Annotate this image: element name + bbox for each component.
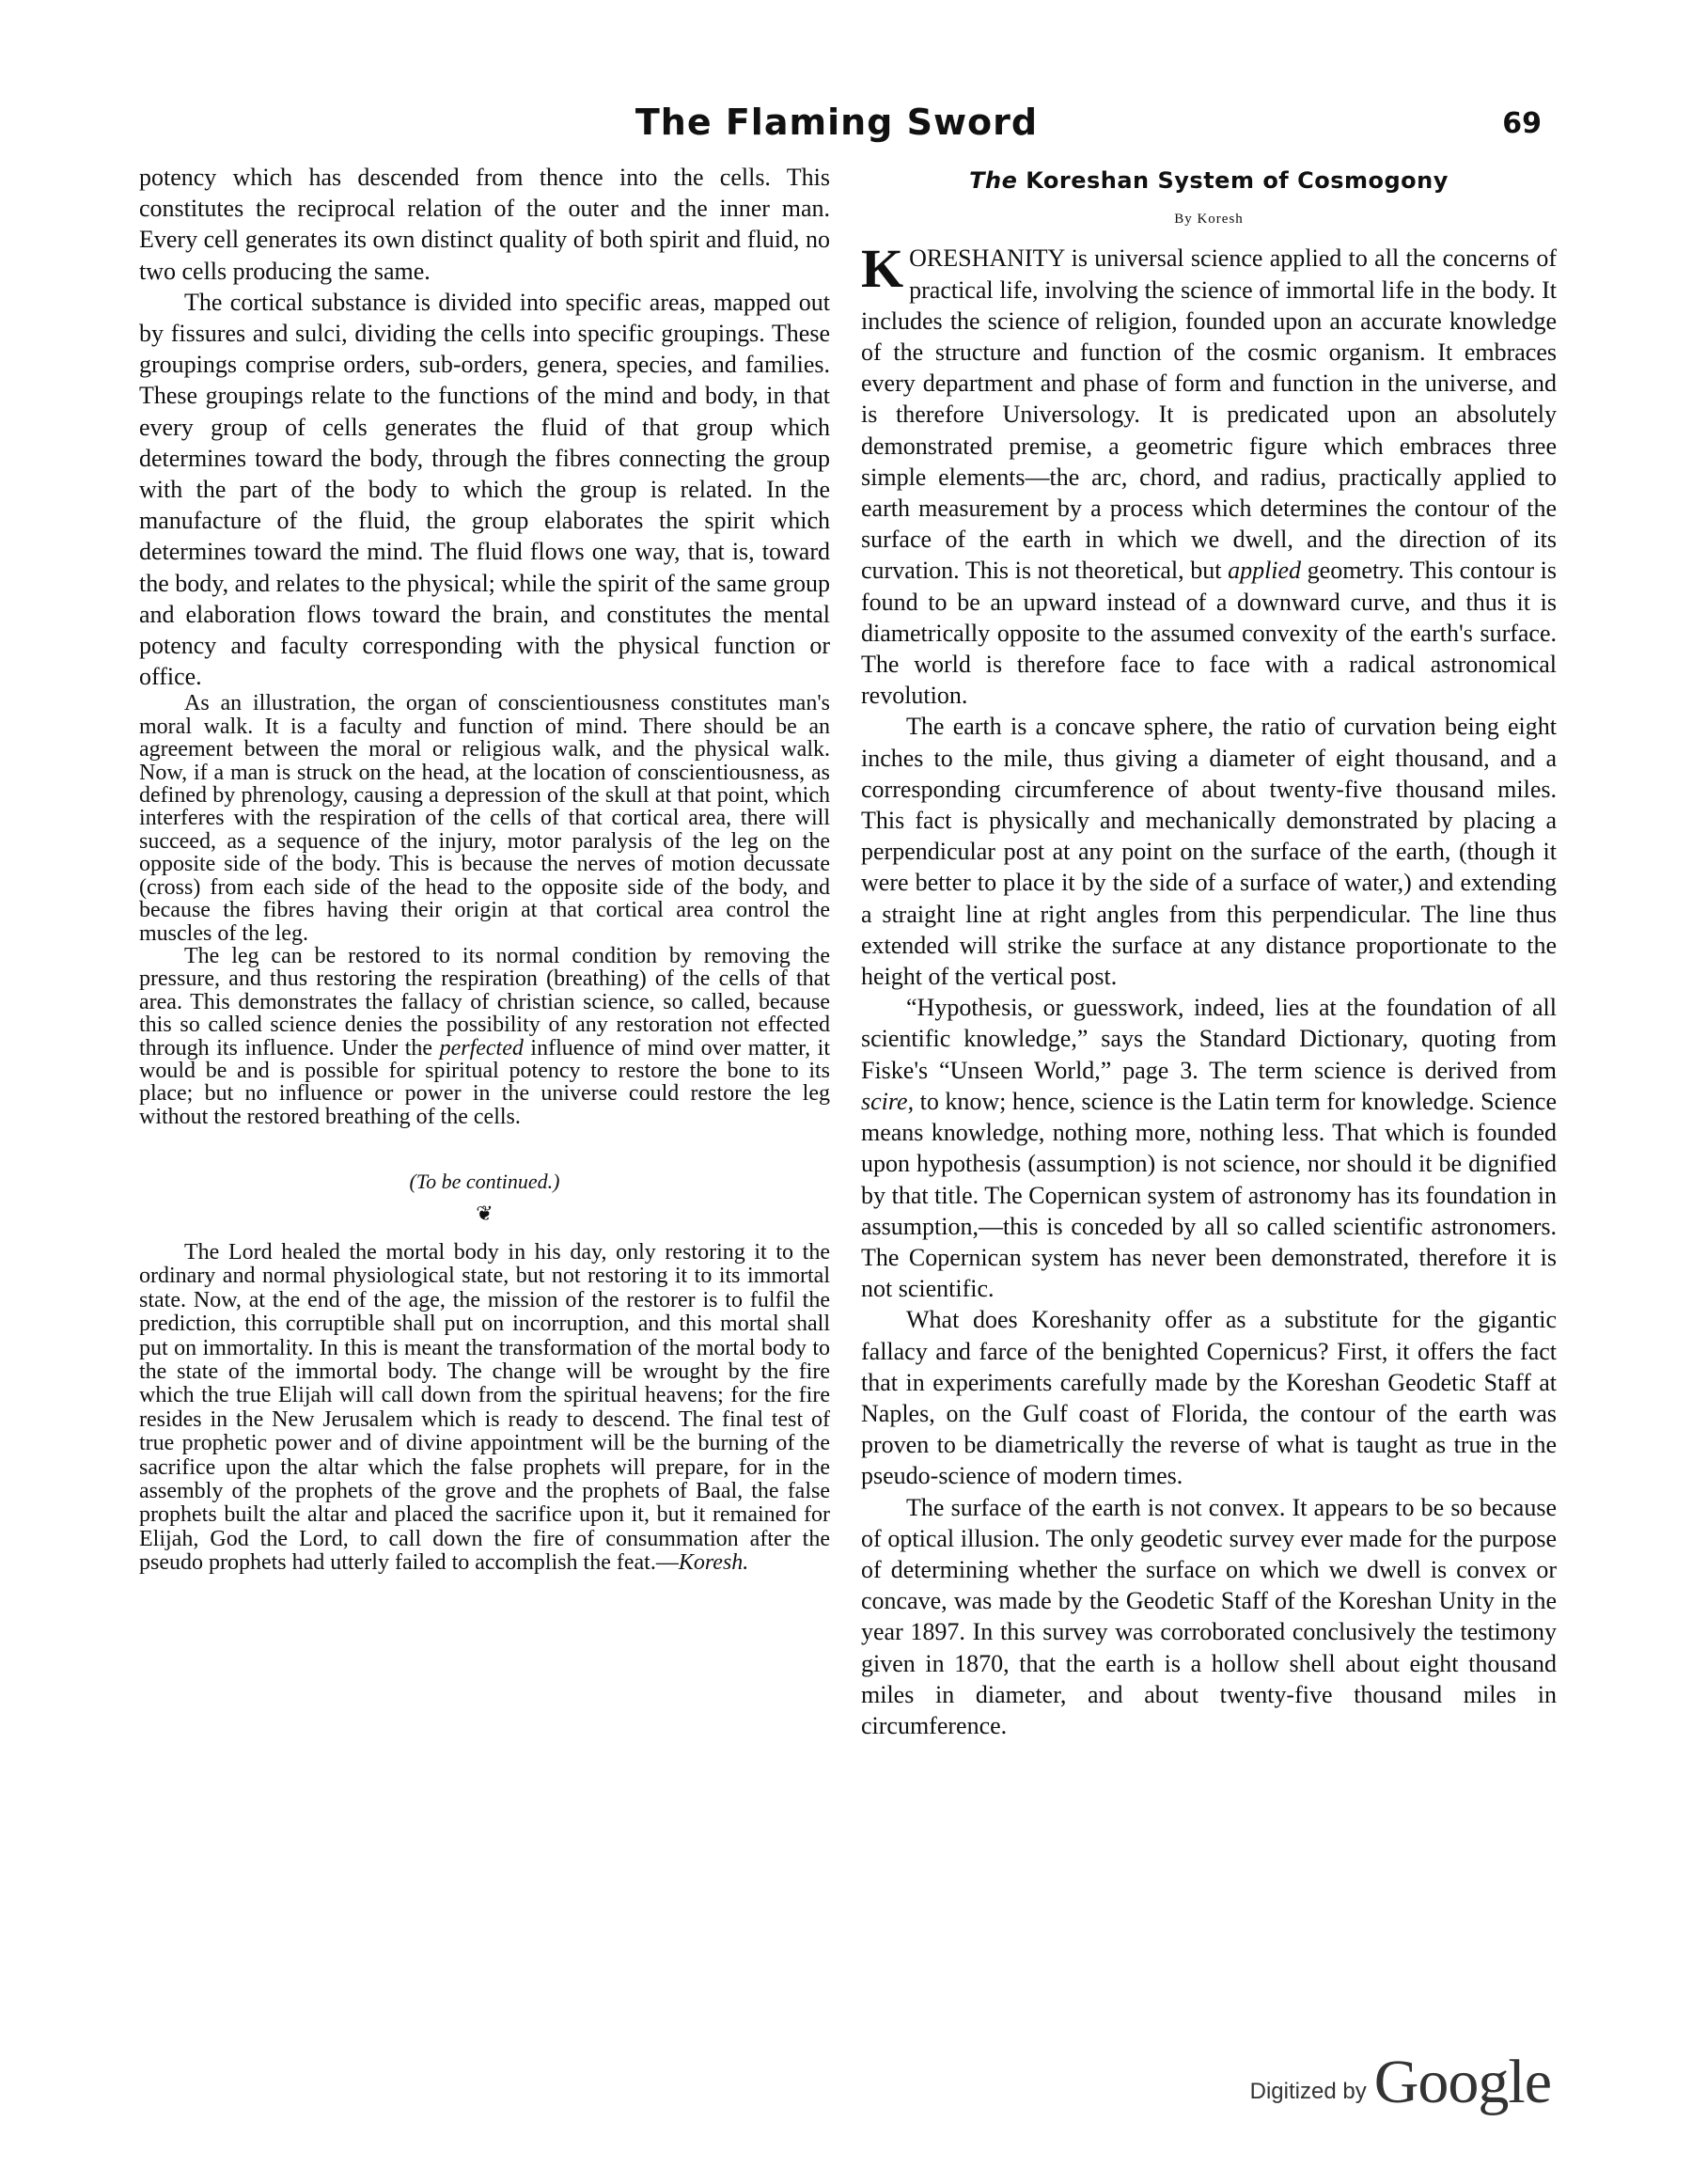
text-run: “Hypothesis, or guesswork, indeed, lies at the foundation of all scientific knowledge,” says the Standard Dictionary, quoting from Fiske's “Unseen World,” page 3. The term science is derived from	[861, 994, 1557, 1084]
byline: By Koresh	[1174, 212, 1244, 228]
watermark-text: Digitized by	[1249, 2079, 1367, 2104]
running-head	[132, 102, 1542, 145]
paragraph: potency which has descended from thence into the cells. This constitutes the reciprocal relation of the outer and the inner man. Every cell generates its own distinct quality of both spirit and fluid, no two cells producing the same.	[139, 164, 830, 285]
page-number: 69	[1502, 107, 1542, 140]
paragraph	[139, 1241, 830, 1576]
drop-cap: K	[861, 238, 904, 300]
text-run: to know; hence, science is the Latin term for knowledge. Science means knowledge, nothing more, nothing less. That which is founded upon hypothesis (assumption) is not science, nor should it be dignified by that title. The Copernican system of astronomy has its foundation in assumption,—this is conceded by all so called scientific astronomers. The Copernican system has never been demonstrated, therefore it is not scientific.	[861, 1087, 1557, 1303]
title-article-word: The	[969, 167, 1018, 194]
article-title	[861, 165, 1557, 196]
text-run: influence of mind over matter, it would be and is possible for spiritual potency to restore the bone to its place; but no influence or power in the universe could restore the leg without the restored breathing of the cells.	[139, 1035, 830, 1129]
paragraph: The surface of the earth is not convex. It appears to be so because of optical illusion. The only geodetic survey ever made for the purpose of determining whether the surface on which we dwell is convex or concave, was made by the Geodetic Staff of the Koreshan Unity in the year 1897. In this survey was corroborated conclusively the testimony given in 1870, that the earth is a hollow shell about eight thousand miles in diameter, and about twenty-five thousand miles in circumference.	[861, 1493, 1557, 1739]
text-run: The leg can be restored to its normal condition by removing the pressure, and thus restoring the respiration (breathing) of the cells of that area. This demonstrates the fallacy of christian science, so called, because this so called science denies the possibility of any restoration not effected through its influence. Under the	[139, 943, 830, 1061]
paragraph: As an illustration, the organ of conscientiousness constitutes man's moral walk. It is a faculty and function of mind. There should be an agreement between the moral or religious walk, and the physical walk. Now, if a man is struck on the head, at the location of conscientiousness, as defined by phrenology, causing a depression of the skull at that point, which interferes with the respiration of the cells of that cortical area, there will succeed, as a sequence of the injury, motor paralysis of the leg on the opposite side of the body. This is because the nerves of motion decussate (cross) from each side of the head to the opposite side of the body, and because the fibres having their origin at that cortical area control the muscles of the leg.	[139, 691, 830, 946]
paragraph	[861, 992, 1557, 1304]
fleuron-ornament: ❦	[476, 1202, 494, 1225]
journal-title: The Flaming Sword	[634, 102, 1039, 143]
paragraph	[139, 945, 830, 1128]
digitized-watermark	[1249, 2045, 1551, 2116]
left-column	[139, 162, 830, 1576]
google-logo: Google	[1373, 2048, 1551, 2116]
emphasis: scire,	[861, 1087, 915, 1115]
text-run: ORESHANITY is universal science applied to all the concerns of practical life, involving the science of immortal life in the body. It includes the science of religion, founded upon an accurate knowledge of the structure and function of the cosmic organism. It embraces every department and phase of form and function in the universe, and is therefore Universology. It is predicated upon an absolutely demonstrated premise, a geometric figure which embraces three simple elements—the arc, chord, and radius, practically applied to earth measurement by a process which determines the contour of the surface of the earth in which we dwell, and the direction of its curvation. This is not theoretical, but	[861, 244, 1557, 585]
paragraph	[861, 238, 1557, 711]
paragraph: The earth is a concave sphere, the ratio of curvation being eight inches to the mile, thus giving a diameter of eight thousand, and a corresponding circumference of about twenty-five thousand miles. This fact is physically and mechanically demonstrated by placing a perpendicular post at any point on the surface of the earth, (though it were better to place it by the side of a surface of water,) and extending a straight line at right angles from this perpendicular. The line thus extended will strike the surface at any distance proportionate to the height of the vertical post.	[861, 713, 1557, 991]
left-section-upper	[139, 162, 830, 1158]
title-main: Koreshan System of Cosmogony	[1026, 167, 1449, 194]
to-be-continued: (To be continued.)	[409, 1170, 560, 1193]
paragraph: What does Koreshanity offer as a substitute for the gigantic fallacy and farce of the benighted Copernicus? First, it offers the fact that in experiments carefully made by the Koreshan Geodetic Staff at Naples, on the Gulf coast of Florida, the contour of the earth was proven to be diametrically the reverse of what is taught as true in the pseudo-science of modern times.	[861, 1306, 1557, 1490]
paragraph: The cortical substance is divided into specific areas, mapped out by fissures and sulci, dividing the cells into specific groupings. These groupings comprise orders, sub-orders, genera, species, and families. These groupings relate to the functions of the mind and body, in that every group of cells generates the fluid of that group which determines toward the body, through the fibres connecting the group with the part of the body to which the group is related. In the manufacture of the fluid, the group elaborates the spirit which determines toward the mind. The fluid flows one way, that is, toward the body, and relates to the physical; while the spirit of the same group and elaboration flows toward the brain, and constitutes the mental potency and faculty corresponding with the physical function or office.	[139, 288, 830, 691]
signature: Koresh.	[678, 1550, 749, 1576]
right-column	[861, 162, 1557, 1741]
emphasis: perfected	[439, 1035, 524, 1061]
text-run: geometry. This contour is found to be an upward instead of a downward curve, and thus it is diametrically opposite to the assumed convexity of the earth's surface. The world is therefore face to face with a radical astronomical revolution.	[861, 557, 1557, 710]
text-run: The Lord healed the mortal body in his day, only restoring it to the ordinary and normal physiological state, but not restoring it to its immortal state. Now, at the end of the age, the mission of the restorer is to fulfil the prediction, this corruptible shall put on incorruption, and this mortal shall put on immortality. In this is meant the transformation of the mortal body to the state of the immortal body. The change will be wrought by the fire which the true Elijah will call down from the spiritual heavens; for the fire resides in the New Jerusalem which is ready to descend. The final test of true prophetic power and of divine appointment will be the burning of the sacrifice upon the altar which the false prophets will prepare, for in the assembly of the prophets of the grove and the prophets of Baal, the false prophets built the altar and placed the sacrifice upon it, but it remained for Elijah, God the Lord, to call down the fire of consummation after the pseudo prophets had utterly failed to accomplish the feat.—	[139, 1240, 830, 1576]
emphasis: applied	[1228, 557, 1302, 585]
